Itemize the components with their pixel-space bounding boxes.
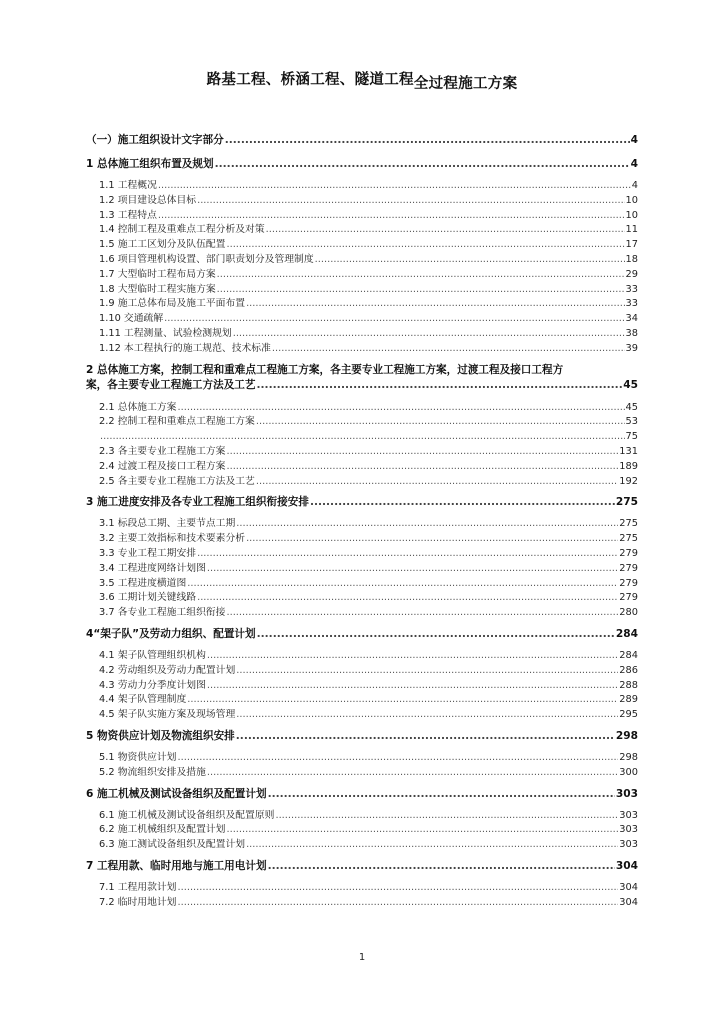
toc-section-1 (86, 157, 638, 357)
toc-item[interactable]: 6.2 施工机械组织及配置计划 ..... 303 (86, 823, 638, 838)
toc-item[interactable]: 1.9 施工总体布局及施工平面布置 ..... 33 (86, 297, 638, 312)
toc-item[interactable]: 1.11 工程测量、试验检测规划 ..... 38 (86, 327, 638, 342)
toc-item[interactable]: 3.4 工程进度网络计划图 ..... 279 (86, 562, 638, 577)
toc-item[interactable]: 6.3 施工测试设备组织及配置计划 ..... 303 (86, 838, 638, 853)
toc-item[interactable]: 7.1 工程用款计划 ..... 304 (86, 881, 638, 896)
toc-item[interactable]: 7.2 临时用地计划 ..... 304 (86, 896, 638, 911)
toc-item[interactable]: 2.3 各主要专业工程施工方案 ..... 131 (86, 445, 638, 460)
toc-item[interactable]: 4.2 劳动组织及劳动力配置计划 ..... 286 (86, 664, 638, 679)
toc-item[interactable]: 5.2 物流组织安排及措施 ..... 300 (86, 766, 638, 781)
toc-item[interactable]: 2.2 控制工程和重难点工程施工方案 ..... 53 (86, 415, 638, 430)
toc-section-heading[interactable]: 3 施工进度安排及各专业工程施工组织衔接安排 ..... 275 (86, 495, 638, 509)
toc-section-2 (86, 363, 638, 490)
toc-item[interactable]: 3.7 各专业工程施工组织衔接 ..... 280 (86, 606, 638, 621)
toc-item[interactable]: 3.6 工期计划关键线路 ..... 279 (86, 591, 638, 606)
toc-part-heading[interactable]: （一）施工组织设计文字部分 ..... 4 (86, 133, 638, 147)
toc-item[interactable]: 3.3 专业工程工期安排 ..... 279 (86, 547, 638, 562)
toc-item[interactable]: 1.10 交通疏解 ..... 34 (86, 312, 638, 327)
toc-item[interactable]: 1.7 大型临时工程布局方案 ..... 29 (86, 268, 638, 283)
toc-section-heading[interactable]: 6 施工机械及测试设备组织及配置计划 ..... 303 (86, 787, 638, 801)
toc-section-heading[interactable]: 1 总体施工组织布置及规划 ..... 4 (86, 157, 638, 171)
toc-section-4 (86, 627, 638, 723)
toc-item[interactable]: 4.4 架子队管理制度 ..... 289 (86, 693, 638, 708)
table-of-contents (86, 133, 638, 916)
toc-item[interactable]: 6.1 施工机械及测试设备组织及配置原则 ..... 303 (86, 809, 638, 824)
toc-section-6 (86, 787, 638, 853)
toc-item[interactable]: 1.6 项目管理机构设置、部门职责划分及管理制度 ..... 18 (86, 253, 638, 268)
toc-section-7 (86, 859, 638, 911)
toc-item[interactable]: 1.2 项目建设总体目标 ..... 10 (86, 194, 638, 209)
toc-item[interactable]: 2.1 总体施工方案 ..... 45 (86, 401, 638, 416)
toc-item[interactable]: 1.1 工程概况 ..... 4 (86, 179, 638, 194)
toc-section-heading[interactable]: 5 物资供应计划及物流组织安排 ..... 298 (86, 729, 638, 743)
title-main: 路基工程、桥涵工程、隧道工程 (206, 72, 414, 88)
toc-section-5 (86, 729, 638, 781)
toc-item[interactable]: 4.1 架子队管理组织机构 ..... 284 (86, 649, 638, 664)
toc-item[interactable]: 2.5 各主要专业工程施工方法及工艺 ..... 192 (86, 475, 638, 490)
document-title (0, 68, 724, 92)
toc-section-heading[interactable]: 7 工程用款、临时用地与施工用电计划 ..... 304 (86, 859, 638, 873)
toc-item[interactable]: 5.1 物资供应计划 ..... 298 (86, 751, 638, 766)
toc-item[interactable]: 1.5 施工工区划分及队伍配置 ..... 17 (86, 238, 638, 253)
toc-item[interactable]: 3.1 标段总工期、主要节点工期 ..... 275 (86, 517, 638, 532)
toc-item[interactable]: 4.5 架子队实施方案及现场管理 ..... 295 (86, 708, 638, 723)
toc-item[interactable]: 1.3 工程特点 ..... 10 (86, 209, 638, 224)
toc-item[interactable]: 3.5 工程进度横道图 ..... 279 (86, 577, 638, 592)
title-sub: 全过程施工方案 (413, 76, 518, 92)
toc-item[interactable]: 4.3 劳动力分季度计划图 ..... 288 (86, 679, 638, 694)
toc-item[interactable]: 1.8 大型临时工程实施方案 ..... 33 (86, 283, 638, 298)
toc-section-heading[interactable]: 2 总体施工方案，控制工程和重难点工程施工方案，各主要专业工程施工方案，过渡工程及接口工程方 案，各主要专业工程施工方法及工艺 ..... 45 (86, 363, 638, 393)
toc-section-3 (86, 495, 638, 621)
toc-section-heading[interactable]: 4“架子队”及劳动力组织、配置计划 ..... 284 (86, 627, 638, 641)
toc-item[interactable]: 3.2 主要工效指标和技术要素分析 ..... 275 (86, 532, 638, 547)
page-number: 1 (358, 952, 366, 963)
toc-item[interactable]: 1.4 控制工程及重难点工程分析及对策 ..... 11 (86, 223, 638, 238)
toc-item[interactable]: ..... 75 (86, 430, 638, 445)
toc-item[interactable]: 2.4 过渡工程及接口工程方案 ..... 189 (86, 460, 638, 475)
toc-item[interactable]: 1.12 本工程执行的施工规范、技术标准 ..... 39 (86, 342, 638, 357)
